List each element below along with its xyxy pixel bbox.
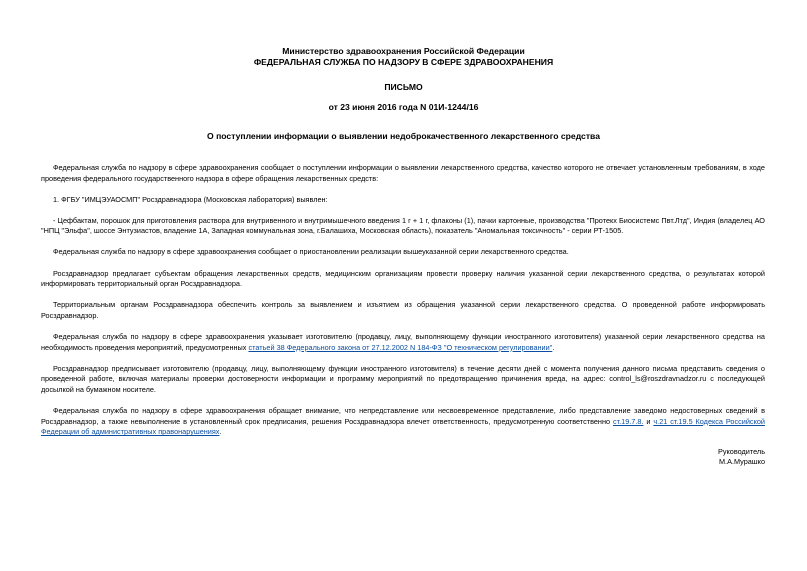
paragraph-liability-mid: и — [643, 416, 654, 426]
paragraph-manufacturer-end: . — [552, 342, 555, 352]
article-19-7-8-link[interactable]: ст.19.7.8. — [612, 416, 644, 426]
paragraph-manufacturer — [41, 332, 765, 353]
signature-title: Руководитель — [717, 446, 765, 456]
paragraph-drug: - Цефбактам, порошок для приготовления раствора для внутривенного и внутримышечного введения 1 г + 1 г, флаконы (1), пачки картонные, производства "Протекх Биосистемс Пвт.Лтд", Индия (владелец АО "НПЦ "Эльфа", шоссе Энтузиастов, владение 1А, Западная коммунальная зона, г.Балашиха, Московская область), показатель "Аномальная токсичность" - серии РТ-1505. — [41, 215, 765, 236]
paragraph-control: Территориальным органам Росздравнадзора обеспечить контроль за выявлением и изъятием из обращения указанной серии лекарственного средства. О проведенной работе информировать Росздравнадзор. — [41, 300, 765, 320]
paragraph-proposal: Росздравнадзор предлагает субъектам обращения лекарственных средств, медицинским организациям провести проверку наличия указанной серии лекарственного средства, о результатах которой информировать территориальный орган Росздравнадзора. — [41, 268, 765, 289]
article-19-5-koap-link[interactable]: ч.21 ст.19.5 Кодекса Российской Федерации об административных правонарушениях — [41, 416, 765, 437]
paragraph-liability — [41, 406, 765, 438]
paragraph-intro: Федеральная служба по надзору в сфере здравоохранения сообщает о поступлении информации о выявлении лекарственного средства, качество которого не отвечает установленным требованиям, в ходе проведения федерального государственного надзора в сфере обращения лекарственных средств: — [41, 163, 765, 183]
paragraph-suspension: Федеральная служба по надзору в сфере здравоохранения сообщает о приостановлении реализации вышеуказанной серии лекарственного средства. — [53, 247, 569, 257]
signature-name: М.А.Мурашко — [718, 457, 765, 467]
paragraph-lab: 1. ФГБУ "ИМЦЭУАОСМП" Росздравнадзора (Московская лаборатория) выявлен: — [53, 194, 328, 204]
paragraph-prescription: Росздравнадзор предписывает изготовителю (продавцу, лицу, выполняющему функции иностранного изготовителя) в течение десяти дней с момента получения данного письма представить сведения о проведенной работе, включая материалы проверки достоверности информации и программу мероприятий по предотвращению причинения вреда, на адрес: control_ls@roszdravnadzor.ru с последующей досылкой на бумажном носителе. — [41, 363, 765, 394]
document-type: ПИСЬМО — [384, 82, 423, 92]
service-name: ФЕДЕРАЛЬНАЯ СЛУЖБА ПО НАДЗОРУ В СФЕРЕ ЗДРАВООХРАНЕНИЯ — [253, 57, 554, 67]
paragraph-liability-text: Федеральная служба по надзору в сфере здравоохранения обращает внимание, что непредставление или несвоевременное представление, либо представление заведомо недостоверных сведений в Росздравнадзор, а также невыполнение в установленный срок предписания, решения Росздравнадзора влечет ответственность, предусмотренную соответственно — [41, 405, 765, 426]
law-184-fz-link[interactable]: статьей 38 Федерального закона от 27.12.2002 N 184-ФЗ "О техническом регулировании" — [248, 342, 553, 352]
paragraph-manufacturer-text: Федеральная служба по надзору в сфере здравоохранения указывает изготовителю (продавцу, лицу, выполняющему функции иностранного изготовителя) указанной серии лекарственного средства на необходимость проведения мероприятий, предусмотренных — [41, 331, 765, 352]
paragraph-liability-end: . — [219, 427, 222, 437]
document-body — [41, 163, 765, 468]
document-date-number: от 23 июня 2016 года N 01И-1244/16 — [328, 102, 479, 112]
document-subject: О поступлении информации о выявлении недоброкачественного лекарственного средства — [207, 131, 600, 141]
ministry-name: Министерство здравоохранения Российской Федерации — [282, 46, 525, 56]
